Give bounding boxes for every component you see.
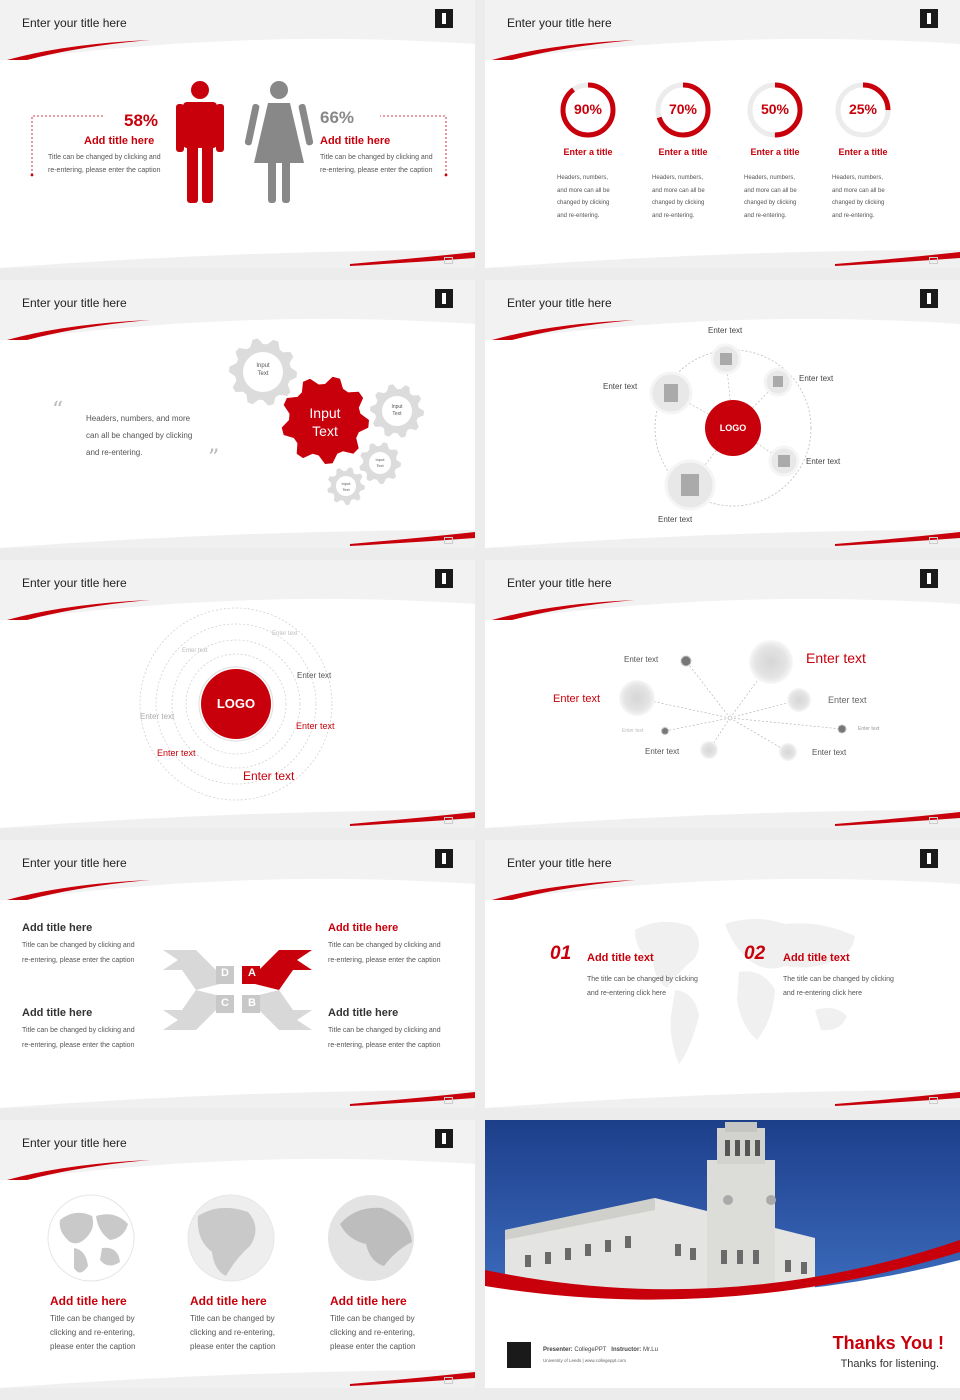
- footer-swoosh: [0, 788, 475, 828]
- block-caption-2a: Title can be changed by clicking and: [328, 942, 441, 949]
- item-title-2: Add title text: [783, 952, 850, 964]
- gear-small-text-2: Input Text: [391, 404, 403, 417]
- slide-title: Enter your title here: [22, 856, 127, 870]
- globe-caption-1: Title can be changed by clicking and re-entering, please enter the caption: [50, 1314, 136, 1351]
- slide-8[interactable]: [485, 840, 960, 1108]
- network-label-6: Enter text: [858, 726, 880, 732]
- ring-label-6: Enter text: [157, 748, 196, 758]
- slide-title: Enter your title here: [22, 1136, 127, 1150]
- ring-label-5: Enter text: [296, 721, 335, 731]
- item-title-1: Add title text: [587, 952, 654, 964]
- presenter-subline: University of Leeds | www.collegeppt.com: [543, 1358, 626, 1363]
- gear-small-text-1: Input Text: [256, 363, 270, 377]
- page-number-icon: [929, 1097, 938, 1104]
- page-number-icon: [444, 817, 453, 824]
- globe-title-3: Add title here: [330, 1294, 407, 1308]
- ring-description: Headers, numbers, and more can all be changed by clicking and re-entering.: [652, 175, 705, 219]
- item-number-2: 02: [744, 943, 766, 964]
- block-title-2: Add title here: [328, 922, 399, 934]
- letter-b: B: [248, 997, 256, 1009]
- slide-title: Enter your title here: [22, 16, 127, 30]
- slide-3[interactable]: [0, 280, 475, 548]
- block-caption-2b: re-entering, please enter the caption: [328, 957, 441, 964]
- open-quote-icon: “: [52, 398, 64, 423]
- ring-title: Enter a title: [563, 147, 613, 157]
- thanks-subtitle: Thanks for listening.: [840, 1358, 939, 1370]
- hub-label-right: Enter text: [799, 374, 834, 383]
- block-caption-1a: Title can be changed by clicking and: [22, 942, 135, 949]
- quote-text: Headers, numbers, and more can all be changed by clicking and re-entering.: [86, 414, 193, 457]
- male-percentage: 58%: [124, 111, 159, 130]
- ring-description: Headers, numbers, and more can all be changed by clicking and re-entering.: [744, 175, 797, 219]
- footer-swoosh: [485, 788, 960, 828]
- female-caption-line2: re-entering, please enter the caption: [320, 167, 433, 174]
- item-number-1: 01: [550, 943, 572, 964]
- network-label-2: Enter text: [806, 650, 866, 666]
- network-label-1: Enter text: [624, 655, 659, 664]
- block-caption-1b: re-entering, please enter the caption: [22, 957, 135, 964]
- globe-icon-1: [48, 1195, 134, 1281]
- slide-title: Enter your title here: [507, 856, 612, 870]
- page-number-icon: [929, 257, 938, 264]
- ring-title: Enter a title: [838, 147, 888, 157]
- page-number-icon: [444, 1377, 453, 1384]
- slide-9[interactable]: [0, 1120, 475, 1388]
- page-number-icon: [444, 537, 453, 544]
- slide-4[interactable]: [485, 280, 960, 548]
- globe-caption-2: Title can be changed by clicking and re-entering, please enter the caption: [190, 1314, 276, 1351]
- female-percentage: 66%: [320, 108, 355, 127]
- slide-10-closing[interactable]: [485, 1120, 960, 1388]
- ring-label-7: Enter text: [243, 769, 295, 783]
- footer-swoosh: [485, 508, 960, 548]
- university-logo-icon: [507, 1342, 531, 1368]
- female-title: Add title here: [320, 135, 391, 147]
- hub-label-bottom-right: Enter text: [806, 457, 841, 466]
- page-number-icon: [929, 537, 938, 544]
- thanks-title: Thanks You !: [832, 1333, 944, 1353]
- male-caption-line2: re-entering, please enter the caption: [48, 167, 161, 174]
- item-caption-2b: and re-entering click here: [783, 990, 862, 997]
- ring-percentage: 90%: [573, 101, 603, 117]
- ring-percentage: 50%: [760, 101, 790, 117]
- network-label-4: Enter text: [828, 695, 867, 705]
- slide-6[interactable]: [485, 560, 960, 828]
- footer-swoosh: [485, 1068, 960, 1108]
- item-caption-1b: and re-entering click here: [587, 990, 666, 997]
- female-caption-line1: Title can be changed by clicking and: [320, 154, 433, 161]
- page-number-icon: [444, 1097, 453, 1104]
- male-icon: [176, 81, 224, 203]
- hub-label-bottom: Enter text: [658, 515, 693, 524]
- slide-title: Enter your title here: [507, 16, 612, 30]
- ring-title: Enter a title: [658, 147, 708, 157]
- gear-small-text-4: Input Text: [341, 481, 351, 492]
- block-title-4: Add title here: [328, 1007, 399, 1019]
- footer-swoosh: [485, 228, 960, 268]
- slide-5[interactable]: [0, 560, 475, 828]
- ring-label-4: Enter text: [140, 712, 175, 721]
- letter-d: D: [221, 967, 229, 979]
- ring-title: Enter a title: [750, 147, 800, 157]
- globe-icon-3: [328, 1195, 414, 1281]
- male-title: Add title here: [84, 135, 155, 147]
- ring-label-3: Enter text: [297, 671, 332, 680]
- globe-caption-3: Title can be changed by clicking and re-entering, please enter the caption: [330, 1314, 416, 1351]
- ring-description: Headers, numbers, and more can all be changed by clicking and re-entering.: [557, 175, 610, 219]
- presenter-line: Presenter: CollegePPT Instructor: Mr.Lu: [543, 1347, 658, 1353]
- network-label-8: Enter text: [812, 748, 847, 757]
- close-quote-icon: ”: [208, 446, 220, 471]
- slide-title: Enter your title here: [507, 296, 612, 310]
- gear-small-text-3: Input Text: [375, 457, 385, 468]
- block-caption-3a: Title can be changed by clicking and: [22, 1027, 135, 1034]
- block-caption-4b: re-entering, please enter the caption: [328, 1042, 441, 1049]
- page-number-icon: [444, 257, 453, 264]
- block-title-3: Add title here: [22, 1007, 93, 1019]
- ring-label-1: Enter text: [272, 631, 298, 637]
- ring-percentage: 70%: [668, 101, 698, 117]
- rings-logo-label: LOGO: [216, 696, 256, 711]
- letter-a: A: [248, 967, 256, 979]
- slide-title: Enter your title here: [22, 296, 127, 310]
- slide-title: Enter your title here: [22, 576, 127, 590]
- slide-7[interactable]: [0, 840, 475, 1108]
- hub-label-top: Enter text: [708, 326, 743, 335]
- network-label-3: Enter text: [553, 693, 601, 705]
- footer-swoosh: [0, 508, 475, 548]
- globe-title-2: Add title here: [190, 1294, 267, 1308]
- block-caption-3b: re-entering, please enter the caption: [22, 1042, 135, 1049]
- globe-title-1: Add title here: [50, 1294, 127, 1308]
- footer-swoosh: [0, 1348, 475, 1388]
- slide-title: Enter your title here: [507, 576, 612, 590]
- male-caption-line1: Title can be changed by clicking and: [48, 154, 161, 161]
- ring-label-2: Enter text: [182, 648, 208, 654]
- ring-percentage: 25%: [848, 101, 878, 117]
- gear-main-text: Input Text: [309, 405, 341, 439]
- slide-2[interactable]: [485, 0, 960, 268]
- ring-description: Headers, numbers, and more can all be changed by clicking and re-entering.: [832, 175, 885, 219]
- slide-1[interactable]: [0, 0, 475, 268]
- hub-logo-label: LOGO: [719, 423, 747, 433]
- female-icon: [244, 81, 313, 203]
- block-title-1: Add title here: [22, 922, 93, 934]
- footer-swoosh: [0, 228, 475, 268]
- item-caption-1a: The title can be changed by clicking: [587, 976, 698, 983]
- block-caption-4a: Title can be changed by clicking and: [328, 1027, 441, 1034]
- hub-label-left: Enter text: [603, 382, 638, 391]
- item-caption-2a: The title can be changed by clicking: [783, 976, 894, 983]
- network-label-7: Enter text: [645, 747, 680, 756]
- page-number-icon: [929, 817, 938, 824]
- footer-swoosh: [0, 1068, 475, 1108]
- globe-icon-2: [188, 1195, 274, 1281]
- letter-c: C: [221, 997, 229, 1009]
- network-label-5: Enter text: [622, 728, 644, 734]
